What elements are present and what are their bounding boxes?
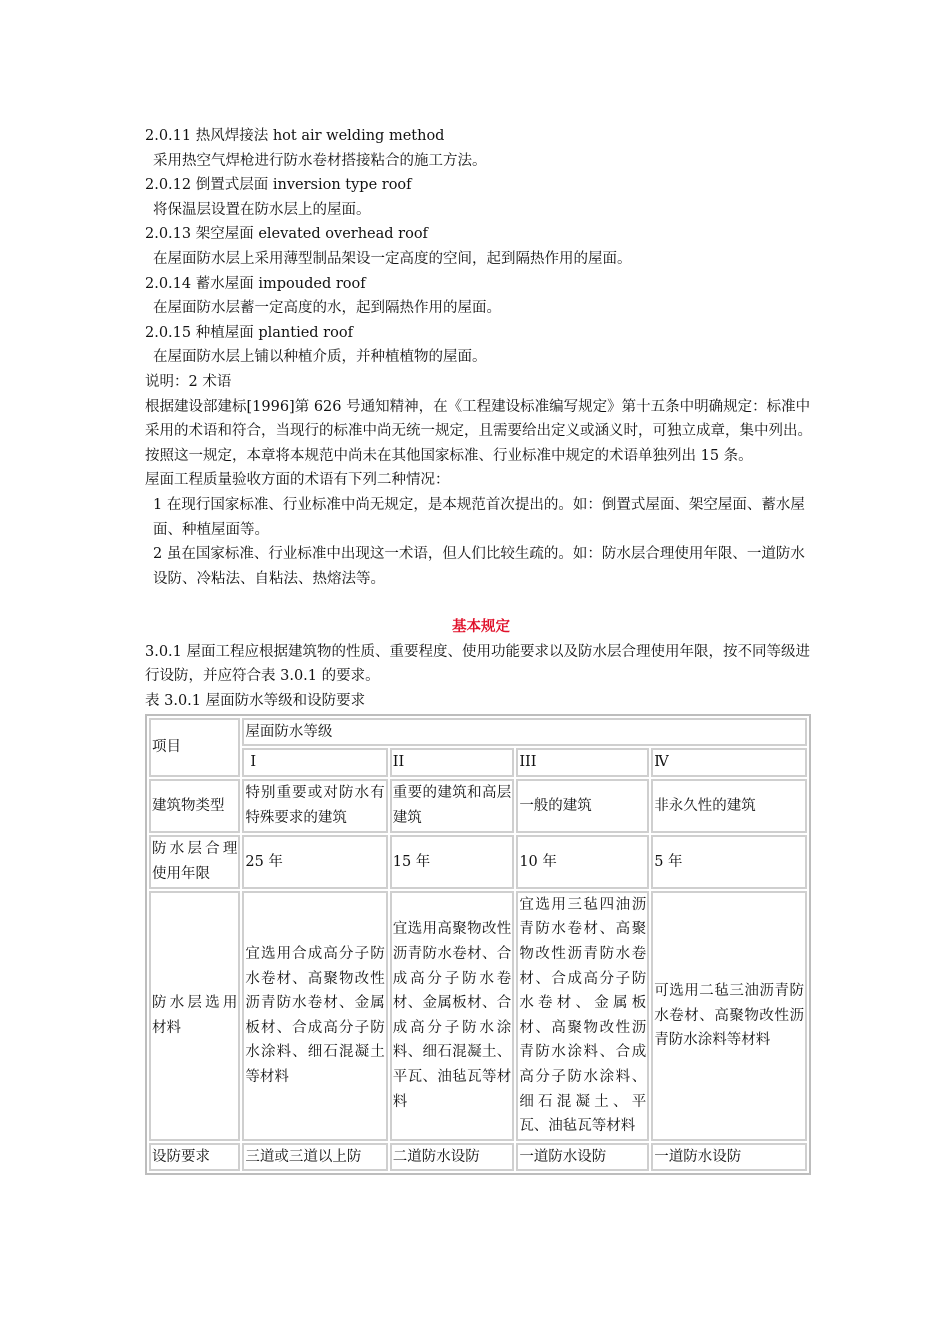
term-title: 2.0.12 倒置式层面 inversion type roof xyxy=(145,177,412,194)
explanation-item: 1 在现行国家标准、行业标准中尚无规定，是本规范首次提出的。如：倒置式屋面、架空屋面、蓄水屋面、种植屋面等。 xyxy=(153,496,805,538)
term-description: 在屋面防水层上采用薄型制品架设一定高度的空间，起到隔热作用的屋面。 xyxy=(153,250,632,267)
waterproof-grade-table xyxy=(145,714,811,1176)
table-cell: 15 年 xyxy=(390,835,515,889)
table-cell: 一道防水设防 xyxy=(516,1143,649,1172)
table-cell: 一般的建筑 xyxy=(516,779,649,833)
row-label: 建筑物类型 xyxy=(149,779,240,833)
table-cell: 宜选用高聚物改性沥青防水卷材、合成高分子防水卷材、金属板材、合成高分子防水涂料、细石混凝土、平瓦、油毡瓦等材料 xyxy=(390,891,515,1141)
table-cell: 特别重要或对防水有特殊要求的建筑 xyxy=(242,779,387,833)
level-header: I xyxy=(242,748,387,777)
table-caption: 表 3.0.1 屋面防水等级和设防要求 xyxy=(145,693,366,710)
table-cell: 一道防水设防 xyxy=(651,1143,807,1172)
table-cell: 5 年 xyxy=(651,835,807,889)
table-level-row xyxy=(149,748,807,777)
document-page xyxy=(145,124,817,1175)
term-title: 2.0.11 热风焊接法 hot air welding method xyxy=(145,128,445,144)
level-header: III xyxy=(516,748,649,777)
table-header-row xyxy=(149,718,807,747)
table-row xyxy=(149,779,807,833)
row-label: 防水层选用材料 xyxy=(149,891,240,1141)
explanation-paragraph: 根据建设部建标[1996]第 626 号通知精神，在《工程建设标准编写规定》第十五条中明确规定：标准中采用的术语和符合，当现行的标准中尚无统一规定，且需要给出定义或涵义时，可独立成章，集中列出。按照这一规定，本章将本规范中尚未在其他国家标准、行业标准中规定的术语单独列出 15 条。 xyxy=(145,398,812,464)
table-cell: 宜选用合成高分子防水卷材、高聚物改性沥青防水卷材、金属板材、合成高分子防水涂料、细石混凝土等材料 xyxy=(242,891,387,1141)
table-cell: 10 年 xyxy=(516,835,649,889)
table-cell: 重要的建筑和高层建筑 xyxy=(390,779,515,833)
table-corner-cell: 项目 xyxy=(149,718,240,777)
row-label: 防水层合理使用年限 xyxy=(149,835,240,889)
table-cell: 二道防水设防 xyxy=(390,1143,515,1172)
row-label: 设防要求 xyxy=(149,1143,240,1172)
table-row xyxy=(149,891,807,1141)
term-title: 2.0.14 蓄水屋面 impouded roof xyxy=(145,275,366,292)
term-title: 2.0.15 种植屋面 plantied roof xyxy=(145,324,353,341)
table-cell: 非永久性的建筑 xyxy=(651,779,807,833)
explanation-paragraph: 屋面工程质量验收方面的术语有下列二种情况： xyxy=(145,472,450,489)
explanation-item: 2 虽在国家标准、行业标准中出现这一术语，但人们比较生疏的。如：防水层合理使用年限、一道防水设防、冷粘法、自粘法、热熔法等。 xyxy=(153,546,805,587)
explanation-title: 说明：2 术语 xyxy=(145,373,232,390)
term-description: 在屋面防水层上铺以种植介质，并种植植物的屋面。 xyxy=(153,349,487,366)
term-title: 2.0.13 架空屋面 elevated overhead roof xyxy=(145,226,428,243)
level-header: II xyxy=(390,748,515,777)
term-description: 将保温层设置在防水层上的屋面。 xyxy=(153,201,371,218)
table-group-header: 屋面防水等级 xyxy=(242,718,807,747)
table-row xyxy=(149,835,807,889)
table-cell: 宜选用三毡四油沥青防水卷材、高聚物改性沥青防水卷材、合成高分子防水卷材、金属板材、高聚物改性沥青防水涂料、合成高分子防水涂料、细石混凝土、平瓦、油毡瓦等材料 xyxy=(516,891,649,1141)
table-cell: 三道或三道以上防 xyxy=(242,1143,387,1172)
term-description: 采用热空气焊枪进行防水卷材搭接粘合的施工方法。 xyxy=(153,152,487,169)
table-cell: 25 年 xyxy=(242,835,387,889)
table-row xyxy=(149,1143,807,1172)
section-paragraph: 3.0.1 屋面工程应根据建筑物的性质、重要程度、使用功能要求以及防水层合理使用年限，按不同等级进行设防，并应符合表 3.0.1 的要求。 xyxy=(145,643,810,685)
level-header: Ⅳ xyxy=(651,748,807,777)
term-description: 在屋面防水层蓄一定高度的水，起到隔热作用的屋面。 xyxy=(153,300,501,317)
section-heading: 基本规定 xyxy=(452,619,510,636)
table-cell: 可选用二毡三油沥青防水卷材、高聚物改性沥青防水涂料等材料 xyxy=(651,891,807,1141)
